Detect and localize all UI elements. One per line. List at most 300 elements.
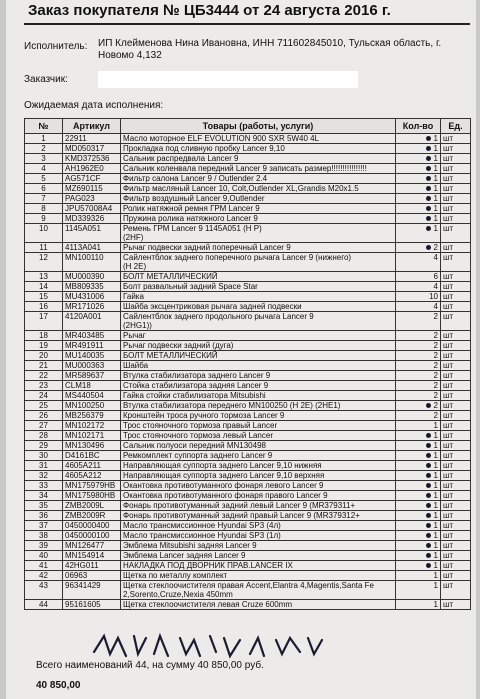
row-goods-name bbox=[121, 144, 396, 154]
row-goods-name bbox=[121, 600, 396, 610]
row-unit: шт bbox=[441, 401, 471, 411]
row-number: 38 bbox=[25, 531, 63, 541]
table-row bbox=[25, 491, 471, 501]
row-qty bbox=[396, 581, 441, 600]
row-article: MN102172 bbox=[63, 421, 121, 431]
row-number: 10 bbox=[25, 224, 63, 243]
row-qty bbox=[396, 531, 441, 541]
row-goods-name bbox=[121, 164, 396, 174]
row-goods-name bbox=[121, 243, 396, 253]
row-goods-name bbox=[121, 351, 396, 361]
qty-value: 1 bbox=[433, 531, 438, 540]
row-qty bbox=[396, 302, 441, 312]
pen-check-mark bbox=[426, 186, 431, 191]
row-unit: шт bbox=[441, 381, 471, 391]
goods-name-line: Втулка стабилизатора заднего Lancer 9 bbox=[123, 371, 271, 380]
table-row bbox=[25, 441, 471, 451]
row-qty bbox=[396, 521, 441, 531]
goods-name-line: Окантовка противотуманного фонаря левого Lancer 9 bbox=[123, 481, 324, 490]
table-row bbox=[25, 371, 471, 381]
row-article: MN175980HB bbox=[63, 491, 121, 501]
row-number: 1 bbox=[25, 134, 63, 144]
qty-value: 1 bbox=[433, 561, 438, 570]
row-article: AH1962E0 bbox=[63, 164, 121, 174]
table-row bbox=[25, 431, 471, 441]
row-number: 42 bbox=[25, 571, 63, 581]
goods-name-line: Направляющая суппорта заднего Lancer 9,10 нижняя bbox=[123, 461, 322, 470]
row-number: 26 bbox=[25, 411, 63, 421]
goods-name-line2: (Н 2E) bbox=[123, 262, 147, 271]
row-number: 25 bbox=[25, 401, 63, 411]
row-unit: шт bbox=[441, 411, 471, 421]
qty-value: 1 bbox=[433, 421, 438, 430]
table-row bbox=[25, 312, 471, 331]
pen-check-mark bbox=[426, 483, 431, 488]
row-qty bbox=[396, 381, 441, 391]
row-qty bbox=[396, 571, 441, 581]
row-goods-name bbox=[121, 491, 396, 501]
goods-name-line: Рычаг подвески задний поперечный Lancer 9 bbox=[123, 243, 291, 252]
row-article: MN102171 bbox=[63, 431, 121, 441]
row-qty bbox=[396, 341, 441, 351]
table-row bbox=[25, 184, 471, 194]
qty-value: 2 bbox=[433, 411, 438, 420]
row-number: 43 bbox=[25, 581, 63, 600]
qty-value: 2 bbox=[433, 243, 438, 252]
goods-name-line: Сайлентблок заднего поперечного рычага Lancer 9 (нижнего) bbox=[123, 253, 352, 262]
qty-value: 6 bbox=[433, 272, 438, 281]
buyer-redacted-box bbox=[98, 71, 358, 88]
row-article: MU000390 bbox=[63, 272, 121, 282]
row-goods-name bbox=[121, 371, 396, 381]
row-goods-name bbox=[121, 194, 396, 204]
row-unit: шт bbox=[441, 521, 471, 531]
row-unit: шт bbox=[441, 471, 471, 481]
row-goods-name bbox=[121, 174, 396, 184]
goods-name-line: Сальник распредвала Lancer 9 bbox=[123, 154, 239, 163]
row-goods-name bbox=[121, 391, 396, 401]
qty-value: 1 bbox=[433, 194, 438, 203]
row-qty bbox=[396, 461, 441, 471]
row-article: 4113A041 bbox=[63, 243, 121, 253]
row-number: 37 bbox=[25, 521, 63, 531]
row-unit: шт bbox=[441, 371, 471, 381]
row-article: MN154914 bbox=[63, 551, 121, 561]
row-number: 13 bbox=[25, 272, 63, 282]
table-row bbox=[25, 341, 471, 351]
row-number: 39 bbox=[25, 541, 63, 551]
goods-name-line: Сайлентблок заднего продольного рычага Lancer 9 bbox=[123, 312, 314, 321]
row-qty bbox=[396, 164, 441, 174]
pen-check-mark bbox=[426, 473, 431, 478]
row-goods-name bbox=[121, 154, 396, 164]
qty-value: 1 bbox=[433, 431, 438, 440]
row-unit: шт bbox=[441, 511, 471, 521]
row-unit: шт bbox=[441, 501, 471, 511]
goods-name-line: Сальник коленвала передний Lancer 9 записать размер!!!!!!!!!!!!!!!! bbox=[123, 164, 367, 173]
goods-name-line: Рычаг bbox=[123, 331, 146, 340]
row-qty bbox=[396, 134, 441, 144]
qty-value: 4 bbox=[433, 302, 438, 311]
row-number: 6 bbox=[25, 184, 63, 194]
row-goods-name bbox=[121, 411, 396, 421]
row-goods-name bbox=[121, 341, 396, 351]
col-header-goods: Товары (работы, услуги) bbox=[121, 119, 396, 134]
row-qty bbox=[396, 243, 441, 253]
row-qty bbox=[396, 194, 441, 204]
qty-value: 2 bbox=[433, 351, 438, 360]
row-number: 3 bbox=[25, 154, 63, 164]
row-article: MU431006 bbox=[63, 292, 121, 302]
row-article: MR491911 bbox=[63, 341, 121, 351]
row-qty bbox=[396, 144, 441, 154]
row-unit: шт bbox=[441, 541, 471, 551]
row-unit: шт bbox=[441, 194, 471, 204]
row-article: CLM18 bbox=[63, 381, 121, 391]
row-number: 28 bbox=[25, 431, 63, 441]
row-unit: шт bbox=[441, 164, 471, 174]
row-article: MB809335 bbox=[63, 282, 121, 292]
row-article: 95161605 bbox=[63, 600, 121, 610]
row-article: AG571CF bbox=[63, 174, 121, 184]
row-unit: шт bbox=[441, 531, 471, 541]
row-number: 23 bbox=[25, 381, 63, 391]
qty-value: 2 bbox=[433, 331, 438, 340]
date-label: Ожидаемая дата исполнения: bbox=[24, 100, 164, 111]
row-article: MD050317 bbox=[63, 144, 121, 154]
pen-check-mark bbox=[426, 543, 431, 548]
row-number: 12 bbox=[25, 253, 63, 272]
row-number: 9 bbox=[25, 214, 63, 224]
qty-value: 1 bbox=[433, 174, 438, 183]
qty-value: 1 bbox=[433, 214, 438, 223]
row-article: PAG023 bbox=[63, 194, 121, 204]
table-row bbox=[25, 194, 471, 204]
table-row bbox=[25, 224, 471, 243]
table-row bbox=[25, 451, 471, 461]
qty-value: 1 bbox=[433, 551, 438, 560]
row-goods-name bbox=[121, 331, 396, 341]
table-row bbox=[25, 541, 471, 551]
row-goods-name bbox=[121, 302, 396, 312]
pen-check-mark bbox=[426, 433, 431, 438]
row-goods-name bbox=[121, 451, 396, 461]
row-article: MR589637 bbox=[63, 371, 121, 381]
table-row bbox=[25, 351, 471, 361]
row-qty bbox=[396, 501, 441, 511]
row-goods-name bbox=[121, 184, 396, 194]
row-number: 7 bbox=[25, 194, 63, 204]
row-number: 21 bbox=[25, 361, 63, 371]
row-goods-name bbox=[121, 581, 396, 600]
pen-check-mark bbox=[426, 463, 431, 468]
table-row bbox=[25, 154, 471, 164]
pen-check-mark bbox=[426, 136, 431, 141]
goods-name-line: Эмблема Lancer задняя Lancer 9 bbox=[123, 551, 246, 560]
row-article: 4605A212 bbox=[63, 471, 121, 481]
row-number: 19 bbox=[25, 341, 63, 351]
table-row bbox=[25, 521, 471, 531]
goods-name-line: Щетка стеклоочистителя правая Accent,Elantra 4,Magentis,Santa Fe bbox=[123, 581, 375, 590]
qty-value: 1 bbox=[433, 164, 438, 173]
row-qty bbox=[396, 253, 441, 272]
row-article: 1145A051 bbox=[63, 224, 121, 243]
row-goods-name bbox=[121, 431, 396, 441]
goods-name-line: Щетка по металлу комплект bbox=[123, 571, 228, 580]
row-article: MN130496 bbox=[63, 441, 121, 451]
table-row bbox=[25, 204, 471, 214]
table-row bbox=[25, 361, 471, 371]
row-article: MN100110 bbox=[63, 253, 121, 272]
table-row bbox=[25, 243, 471, 253]
qty-value: 1 bbox=[433, 154, 438, 163]
row-unit: шт bbox=[441, 551, 471, 561]
executor-value: ИП Клейменова Нина Ивановна, ИНН 711602845010, Тульская область, г. Новомо 4,132 bbox=[98, 38, 442, 61]
goods-name-line: БОЛТ МЕТАЛЛИЧЕСКИЙ bbox=[123, 272, 218, 281]
table-row bbox=[25, 253, 471, 272]
row-unit: шт bbox=[441, 331, 471, 341]
row-number: 27 bbox=[25, 421, 63, 431]
row-goods-name bbox=[121, 541, 396, 551]
table-row bbox=[25, 331, 471, 341]
row-goods-name bbox=[121, 511, 396, 521]
pen-check-mark bbox=[426, 453, 431, 458]
goods-name-line: Масло трансмиссионное Hyundai SP3 (1л) bbox=[123, 531, 281, 540]
row-article: 96341429 bbox=[63, 581, 121, 600]
qty-value: 2 bbox=[433, 381, 438, 390]
row-goods-name bbox=[121, 461, 396, 471]
table-row bbox=[25, 381, 471, 391]
table-row bbox=[25, 471, 471, 481]
pen-check-mark bbox=[426, 533, 431, 538]
qty-value: 4 bbox=[433, 282, 438, 291]
row-unit: шт bbox=[441, 243, 471, 253]
executor-label: Исполнитель: bbox=[24, 41, 88, 52]
row-number: 30 bbox=[25, 451, 63, 461]
row-goods-name bbox=[121, 471, 396, 481]
qty-value: 2 bbox=[433, 312, 438, 321]
goods-name-line: Фонарь противотуманный задний левый Lancer 9 (MR379311+ bbox=[123, 501, 356, 510]
pen-check-mark bbox=[426, 146, 431, 151]
row-qty bbox=[396, 491, 441, 501]
row-unit: шт bbox=[441, 204, 471, 214]
goods-name-line: Ремень ГРМ Lancer 9 1145A051 (Н Р) bbox=[123, 224, 262, 233]
row-unit: шт bbox=[441, 600, 471, 610]
row-article: 0450000400 bbox=[63, 521, 121, 531]
qty-value: 1 bbox=[433, 461, 438, 470]
qty-value: 1 bbox=[433, 541, 438, 550]
table-row bbox=[25, 561, 471, 571]
goods-name-line: Фильтр салона Lancer 9 / Outlender 2.4 bbox=[123, 174, 268, 183]
row-article: MR403485 bbox=[63, 331, 121, 341]
table-row bbox=[25, 174, 471, 184]
pen-check-mark bbox=[426, 206, 431, 211]
row-article: MU000363 bbox=[63, 361, 121, 371]
col-header-unit: Ед. bbox=[441, 119, 471, 134]
row-goods-name bbox=[121, 401, 396, 411]
row-unit: шт bbox=[441, 302, 471, 312]
pen-check-mark bbox=[426, 553, 431, 558]
qty-value: 2 bbox=[433, 341, 438, 350]
row-unit: шт bbox=[441, 361, 471, 371]
table-row bbox=[25, 600, 471, 610]
row-goods-name bbox=[121, 521, 396, 531]
row-unit: шт bbox=[441, 421, 471, 431]
goods-name-line2: 2,Sorento,Cruze,Nexia 450mm bbox=[123, 590, 233, 599]
row-goods-name bbox=[121, 571, 396, 581]
pen-check-mark bbox=[426, 523, 431, 528]
row-goods-name bbox=[121, 361, 396, 371]
pen-check-mark bbox=[426, 563, 431, 568]
row-qty bbox=[396, 214, 441, 224]
table-row bbox=[25, 411, 471, 421]
row-unit: шт bbox=[441, 341, 471, 351]
row-article: KMD372536 bbox=[63, 154, 121, 164]
goods-name-line: Рычаг подвески задний (дуга) bbox=[123, 341, 234, 350]
table-row bbox=[25, 551, 471, 561]
table-header bbox=[25, 119, 471, 134]
row-number: 40 bbox=[25, 551, 63, 561]
row-qty bbox=[396, 351, 441, 361]
row-article: MN100250 bbox=[63, 401, 121, 411]
row-number: 36 bbox=[25, 511, 63, 521]
row-article: ZMB2009R bbox=[63, 511, 121, 521]
row-article: MZ690115 bbox=[63, 184, 121, 194]
pen-check-mark bbox=[426, 503, 431, 508]
row-number: 8 bbox=[25, 204, 63, 214]
row-article: ZMB2009L bbox=[63, 501, 121, 511]
qty-value: 1 bbox=[433, 511, 438, 520]
row-unit: шт bbox=[441, 154, 471, 164]
row-qty bbox=[396, 371, 441, 381]
row-article: MR171026 bbox=[63, 302, 121, 312]
row-number: 33 bbox=[25, 481, 63, 491]
qty-value: 1 bbox=[433, 224, 438, 233]
qty-value: 2 bbox=[433, 361, 438, 370]
col-header-qty: Кол-во bbox=[396, 119, 441, 134]
row-article: 06963 bbox=[63, 571, 121, 581]
row-goods-name bbox=[121, 282, 396, 292]
handwriting-scribble bbox=[90, 630, 330, 662]
row-article: MU140035 bbox=[63, 351, 121, 361]
table-row bbox=[25, 282, 471, 292]
table-row bbox=[25, 581, 471, 600]
qty-value: 1 bbox=[433, 441, 438, 450]
row-goods-name bbox=[121, 551, 396, 561]
row-number: 32 bbox=[25, 471, 63, 481]
row-qty bbox=[396, 451, 441, 461]
row-qty bbox=[396, 391, 441, 401]
goods-name-line: Ремкомплект суппорта заднего Lancer 9 bbox=[123, 451, 273, 460]
table-row bbox=[25, 571, 471, 581]
row-qty bbox=[396, 312, 441, 331]
qty-value: 2 bbox=[433, 371, 438, 380]
row-qty bbox=[396, 441, 441, 451]
row-number: 31 bbox=[25, 461, 63, 471]
row-unit: шт bbox=[441, 184, 471, 194]
goods-name-line: Шайба эксцентриковая рычага задней подвески bbox=[123, 302, 302, 311]
row-article: JPU57008A4 bbox=[63, 204, 121, 214]
goods-name-line: НАКЛАДКА ПОД ДВОРНИК ПРАВ.LANCER IX bbox=[123, 561, 293, 570]
qty-value: 1 bbox=[433, 471, 438, 480]
row-unit: шт bbox=[441, 481, 471, 491]
goods-name-line: Стойка стабилизатора задняя Lancer 9 bbox=[123, 381, 269, 390]
goods-name-line: Трос стояночного тормоза правый Lancer bbox=[123, 421, 278, 430]
row-number: 16 bbox=[25, 302, 63, 312]
pen-check-mark bbox=[426, 403, 431, 408]
row-qty bbox=[396, 331, 441, 341]
row-unit: шт bbox=[441, 282, 471, 292]
pen-check-mark bbox=[426, 513, 431, 518]
table-row bbox=[25, 421, 471, 431]
row-qty bbox=[396, 600, 441, 610]
title-rule bbox=[24, 23, 470, 25]
row-qty bbox=[396, 481, 441, 491]
row-unit: шт bbox=[441, 391, 471, 401]
row-qty bbox=[396, 431, 441, 441]
row-number: 24 bbox=[25, 391, 63, 401]
table-row bbox=[25, 401, 471, 411]
total-sum: 40 850,00 bbox=[36, 680, 81, 691]
goods-name-line: Болт развальный задний Space Star bbox=[123, 282, 258, 291]
row-goods-name bbox=[121, 561, 396, 571]
goods-name-line: Масло моторное ELF EVOLUTION 900 SXR 5W40 4L bbox=[123, 134, 320, 143]
pen-check-mark bbox=[426, 493, 431, 498]
goods-name-line: Окантовка противотуманного фонаря правого Lancer 9 bbox=[123, 491, 328, 500]
qty-value: 1 bbox=[433, 451, 438, 460]
row-number: 14 bbox=[25, 282, 63, 292]
table-row bbox=[25, 481, 471, 491]
row-article: 22911 bbox=[63, 134, 121, 144]
row-qty bbox=[396, 282, 441, 292]
row-unit: шт bbox=[441, 491, 471, 501]
qty-value: 2 bbox=[433, 391, 438, 400]
row-qty bbox=[396, 471, 441, 481]
row-unit: шт bbox=[441, 351, 471, 361]
row-unit: шт bbox=[441, 561, 471, 571]
row-qty bbox=[396, 204, 441, 214]
row-number: 29 bbox=[25, 441, 63, 451]
goods-name-line: БОЛТ МЕТАЛЛИЧЕСКИЙ bbox=[123, 351, 218, 360]
row-number: 2 bbox=[25, 144, 63, 154]
goods-name-line: Эмблема Mitsubishi задняя Lancer 9 bbox=[123, 541, 257, 550]
goods-name-line: Гайка bbox=[123, 292, 144, 301]
row-number: 5 bbox=[25, 174, 63, 184]
row-qty bbox=[396, 361, 441, 371]
row-article: MD339326 bbox=[63, 214, 121, 224]
goods-name-line: Гайка стойки стабилизатора Mitsubishi bbox=[123, 391, 266, 400]
row-goods-name bbox=[121, 224, 396, 243]
row-qty bbox=[396, 421, 441, 431]
qty-value: 1 bbox=[433, 184, 438, 193]
qty-value: 1 bbox=[433, 581, 438, 590]
table-row bbox=[25, 531, 471, 541]
row-goods-name bbox=[121, 312, 396, 331]
table-row bbox=[25, 461, 471, 471]
qty-value: 4 bbox=[433, 253, 438, 262]
goods-name-line: Сальник полуоси передний MN130498 bbox=[123, 441, 266, 450]
goods-name-line: Направляющая суппорта заднего Lancer 9,10 верхняя bbox=[123, 471, 325, 480]
row-article: MS440504 bbox=[63, 391, 121, 401]
document-title: Заказ покупателя № ЦБ3444 от 24 августа 2016 г. bbox=[28, 2, 391, 19]
table-row bbox=[25, 272, 471, 282]
row-unit: шт bbox=[441, 292, 471, 302]
row-unit: шт bbox=[441, 571, 471, 581]
row-number: 18 bbox=[25, 331, 63, 341]
qty-value: 2 bbox=[433, 401, 438, 410]
row-article: 0450000100 bbox=[63, 531, 121, 541]
row-qty bbox=[396, 174, 441, 184]
